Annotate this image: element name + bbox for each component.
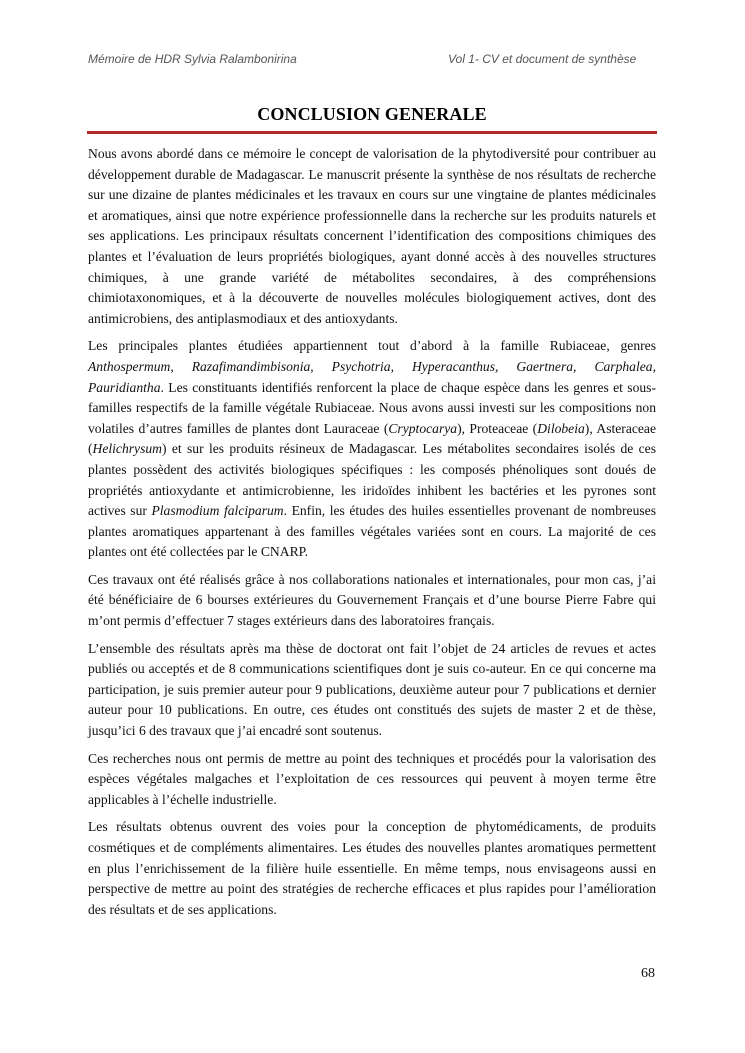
body-text (88, 144, 656, 927)
running-header-author: Mémoire de HDR Sylvia Ralambonirina (88, 52, 297, 66)
text-segment: . Enfin, les études des huiles essentielles provenant de nombreuses plantes aromatiques appartenant à des familles végétales variées sont en cours. La majorité de ces plantes ont été collectées par le CNARP. (88, 503, 656, 560)
paragraph-techniques: Ces recherches nous ont permis de mettre au point des techniques et procédés pour la valorisation des espèces végétales malgaches et l’exploitation de ces ressources qui peuvent à moyen terme être applicables à l’échelle industrielle. (88, 750, 656, 807)
text-segment: Les principales plantes étudiées appartiennent tout d’abord à la famille Rubiaceae, genres (88, 338, 656, 354)
text-segment: ), Proteaceae ( (457, 420, 538, 436)
paragraph-publications: L’ensemble des résultats après ma thèse de doctorat ont fait l’objet de 24 articles de revues et actes publiés ou acceptés et de 8 communications scientifiques dont je suis co-auteur. En ce qui concerne ma participation, je suis premier auteur pour 9 publications, deuxième auteur pour 7 publications et dernier auteur pour 10 publications. En outre, ces études ont constitués des sujets de master 2 et de thèse, jusqu’ici 6 des travaux que j’ai encadré sont soutenus. (88, 640, 656, 739)
genus-helichrysum: Helichrysum (92, 441, 162, 457)
genus-list: Anthospermum, Razafimandimbisonia, Psychotria, Hyperacanthus, Gaertnera, Carphalea, Pauridiantha (88, 358, 656, 395)
genus-dilobeia: Dilobeia (537, 420, 585, 436)
text-segment: ) et sur les produits résineux de Madagascar. Les métabolites secondaires isolés de ces plantes possèdent des activités biologiques spécifiques : les composés phénoliques sont doués de propriétés antioxydante et antimicrobienne, les iridoïdes inhibent les bactéries et les pyrones sont actives sur (88, 441, 656, 519)
page-number: 68 (641, 966, 655, 981)
text-segment: ), Asteraceae ( (88, 420, 656, 457)
running-header-volume: Vol 1- CV et document de synthèse (448, 52, 637, 66)
paragraph-studied-plants (88, 336, 656, 563)
genus-cryptocarya: Cryptocarya (388, 420, 458, 436)
paragraph-perspectives: Les résultats obtenus ouvrent des voies pour la conception de phytomédicaments, de produits cosmétiques et de compléments alimentaires. Les études des nouvelles plantes aromatiques permettent en plus l’enrichissement de la filière huile essentielle. En même temps, nous envisageons aussi en perspective de mettre au point des stratégies de recherche efficaces et plus rapides pour l’amélioration des résultats et de ses applications. (88, 819, 656, 917)
paragraph-collaborations: Ces travaux ont été réalisés grâce à nos collaborations nationales et internationales, pour mon cas, j’ai été bénéficiaire de 6 bourses extérieures du Gouvernement Français et d’une bourse Pierre Fabre qui m’ont permis d’effectuer 7 stages extérieurs dans des laboratoires français. (88, 571, 656, 629)
title-underline-rule (87, 131, 657, 134)
page-title: CONCLUSION GENERALE (257, 104, 487, 124)
paragraph-introduction: Nous avons abordé dans ce mémoire le concept de valorisation de la phytodiversité pour contribuer au développement durable de Madagascar. Le manuscrit présente la synthèse de nos résultats de recherche sur une dizaine de plantes médicinales et les travaux en cours sur une vingtaine de plantes médicinales et aromatiques, ainsi que notre expérience professionnelle dans la recherche sur les produits naturels et ses applications. Les principaux résultats concernent l’identification des compositions chimiques des plantes et l’évaluation de leurs propriétés biologiques, ayant donné accès à des nouvelles structures chimiques, à une grande variété de métabolites secondaires, à des compréhensions chimiotaxonomiques, et à la découverte de nouvelles molécules biologiquement actives, dont des antimicrobiens, des antiplasmodiaux et des antioxydants. (88, 146, 656, 326)
species-plasmodium: Plasmodium falciparum (151, 503, 284, 519)
text-segment: . Les constituants identifiés renforcent la place de chaque espèce dans les genres et sous-familles respectifs de la famille végétale Rubiaceae. Nous avons aussi investi sur les compositions non volatiles d’autres familles de plantes dont Lauraceae ( (88, 379, 656, 436)
